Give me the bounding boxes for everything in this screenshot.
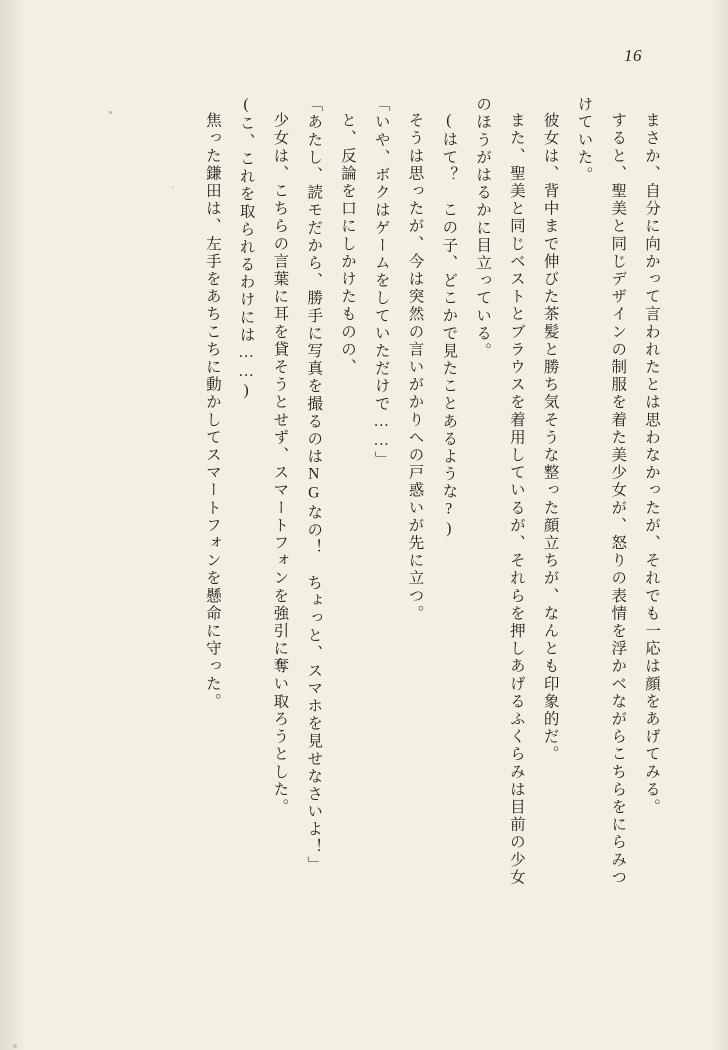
- dialogue-line: 「あたし、読モだから、勝手に写真を撮るのはNGなの！ ちょっと、スマホを見せなさいよ！」: [305, 96, 323, 874]
- paragraph: また、聖美と同じベストとブラウスを着用しているが、それらを押しあげるふくらみは目前の少女のほうがはるかに目立っている。: [474, 96, 525, 886]
- paragraph: 少女は、こちらの言葉に耳を貸そうとせず、スマートフォンを強引に奪い取ろうとした。: [271, 111, 289, 816]
- paragraph: すると、聖美と同じデザインの制服を着た美少女が、怒りの表情を浮かべながらこちらをにらみつけていた。: [575, 96, 627, 886]
- inner-monologue-line: (こ、これを取られるわけには……): [237, 96, 255, 402]
- dialogue-line: 「いや、ボクはゲームをしていただけで……」: [372, 96, 390, 469]
- paragraph: まさか、自分に向かって言われたとは思わなかったが、それでも一応は顔をあげてみる。: [643, 111, 660, 816]
- paragraph: 彼女は、背中まで伸びた茶髪と勝ち気そうな整った顔立ちが、なんとも印象的だ。: [541, 111, 559, 763]
- paragraph: (はて？ この子、どこかで見たことあるような?): [440, 111, 458, 539]
- paper-speck: [13, 1044, 17, 1048]
- paragraph: と、反論を口にしかけたものの、: [338, 111, 356, 376]
- paragraph: 焦った鎌田は、左手をあちこちに動かしてスマートフォンを懸命に守った。: [203, 111, 221, 710]
- page-number: 16: [624, 46, 642, 65]
- paragraph: そうは思ったが、今は突然の言いがかりへの戸惑いが先に立つ。: [406, 111, 424, 622]
- page-body-text: [92, 96, 668, 896]
